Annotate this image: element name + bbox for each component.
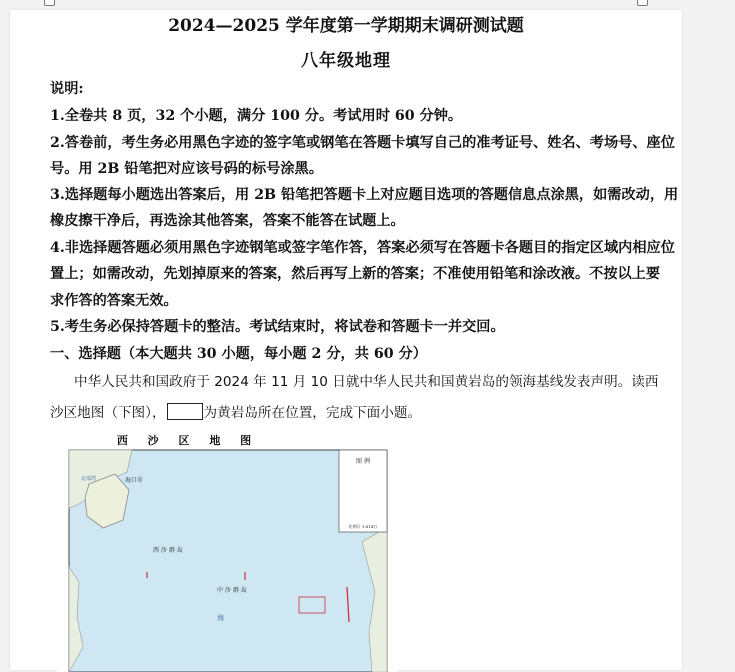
label-beibu: 北部湾 [81, 476, 97, 482]
intro-text-before: 沙区地图（下图）， [50, 405, 166, 421]
label-xisha: 西 沙 群 岛 [153, 547, 183, 554]
instruction-line: 1.全卷共 8 页，32 个小题，满分 100 分。考试用时 60 分钟。 [50, 108, 463, 124]
question-intro-line: 中华人民共和国政府于 2024 年 11 月 10 日就中华人民共和国黄岩岛的领海基线发表声明。读西 [74, 374, 659, 390]
resize-handle-right[interactable] [637, 0, 648, 6]
question-intro-line2 [50, 401, 421, 421]
label-zhongsha: 中 沙 群 岛 [217, 587, 247, 594]
instruction-line: 2.答卷前，考生务必用黑色字迹的签字笔或钢笔在答题卡填写自己的准考证号、姓名、考场号、座位 [50, 135, 675, 151]
instruction-line: 3.选择题每小题选出答案后，用 2B 铅笔把答题卡上对应题目选项的答题信息点涂黑，如需改动，用 [50, 187, 679, 203]
exam-title: 2024—2025 学年度第一学期期末调研测试题 [168, 16, 524, 36]
exam-subtitle: 八年级地理 [301, 51, 391, 71]
instruction-line: 号。用 2B 铅笔把对应该号码的标号涂黑。 [50, 161, 323, 177]
instruction-line: 4.非选择题答题必须用黑色字迹钢笔或签字笔作答，答案必须写在答题卡各题目的指定区域内相应位 [50, 240, 675, 256]
instructions-heading: 说明: [50, 81, 84, 97]
instruction-line: 5.考生务必保持答题卡的整洁。考试结束时，将试卷和答题卡一并交回。 [50, 319, 505, 335]
intro-text-after: 为黄岩岛所在位置，完成下面小题。 [203, 405, 422, 421]
instruction-line: 置上；如需改动，先划掉原来的答案，然后再写上新的答案；不准使用铅笔和涂改液。不按以上要 [50, 266, 661, 282]
section-heading: 一、选择题（本大题共 30 小题，每小题 2 分，共 60 分） [50, 346, 427, 362]
map-title: 西 沙 区 地 图 [116, 434, 260, 447]
instruction-line: 求作答的答案无效。 [50, 293, 178, 309]
map-scale: 比例尺 1:814万 [348, 524, 378, 529]
answer-blank-box [167, 403, 203, 420]
map-graphic [57, 432, 397, 672]
label-sea: 海 [217, 614, 224, 622]
legend-title: 图 例 [356, 458, 370, 465]
resize-handle-left[interactable] [44, 0, 55, 6]
document-page [10, 10, 682, 670]
label-haikou: 海口市 [125, 477, 144, 484]
scrollbar-track[interactable] [683, 0, 735, 653]
xisha-map [57, 432, 397, 672]
instruction-line: 橡皮擦干净后，再选涂其他答案，答案不能答在试题上。 [50, 213, 405, 229]
